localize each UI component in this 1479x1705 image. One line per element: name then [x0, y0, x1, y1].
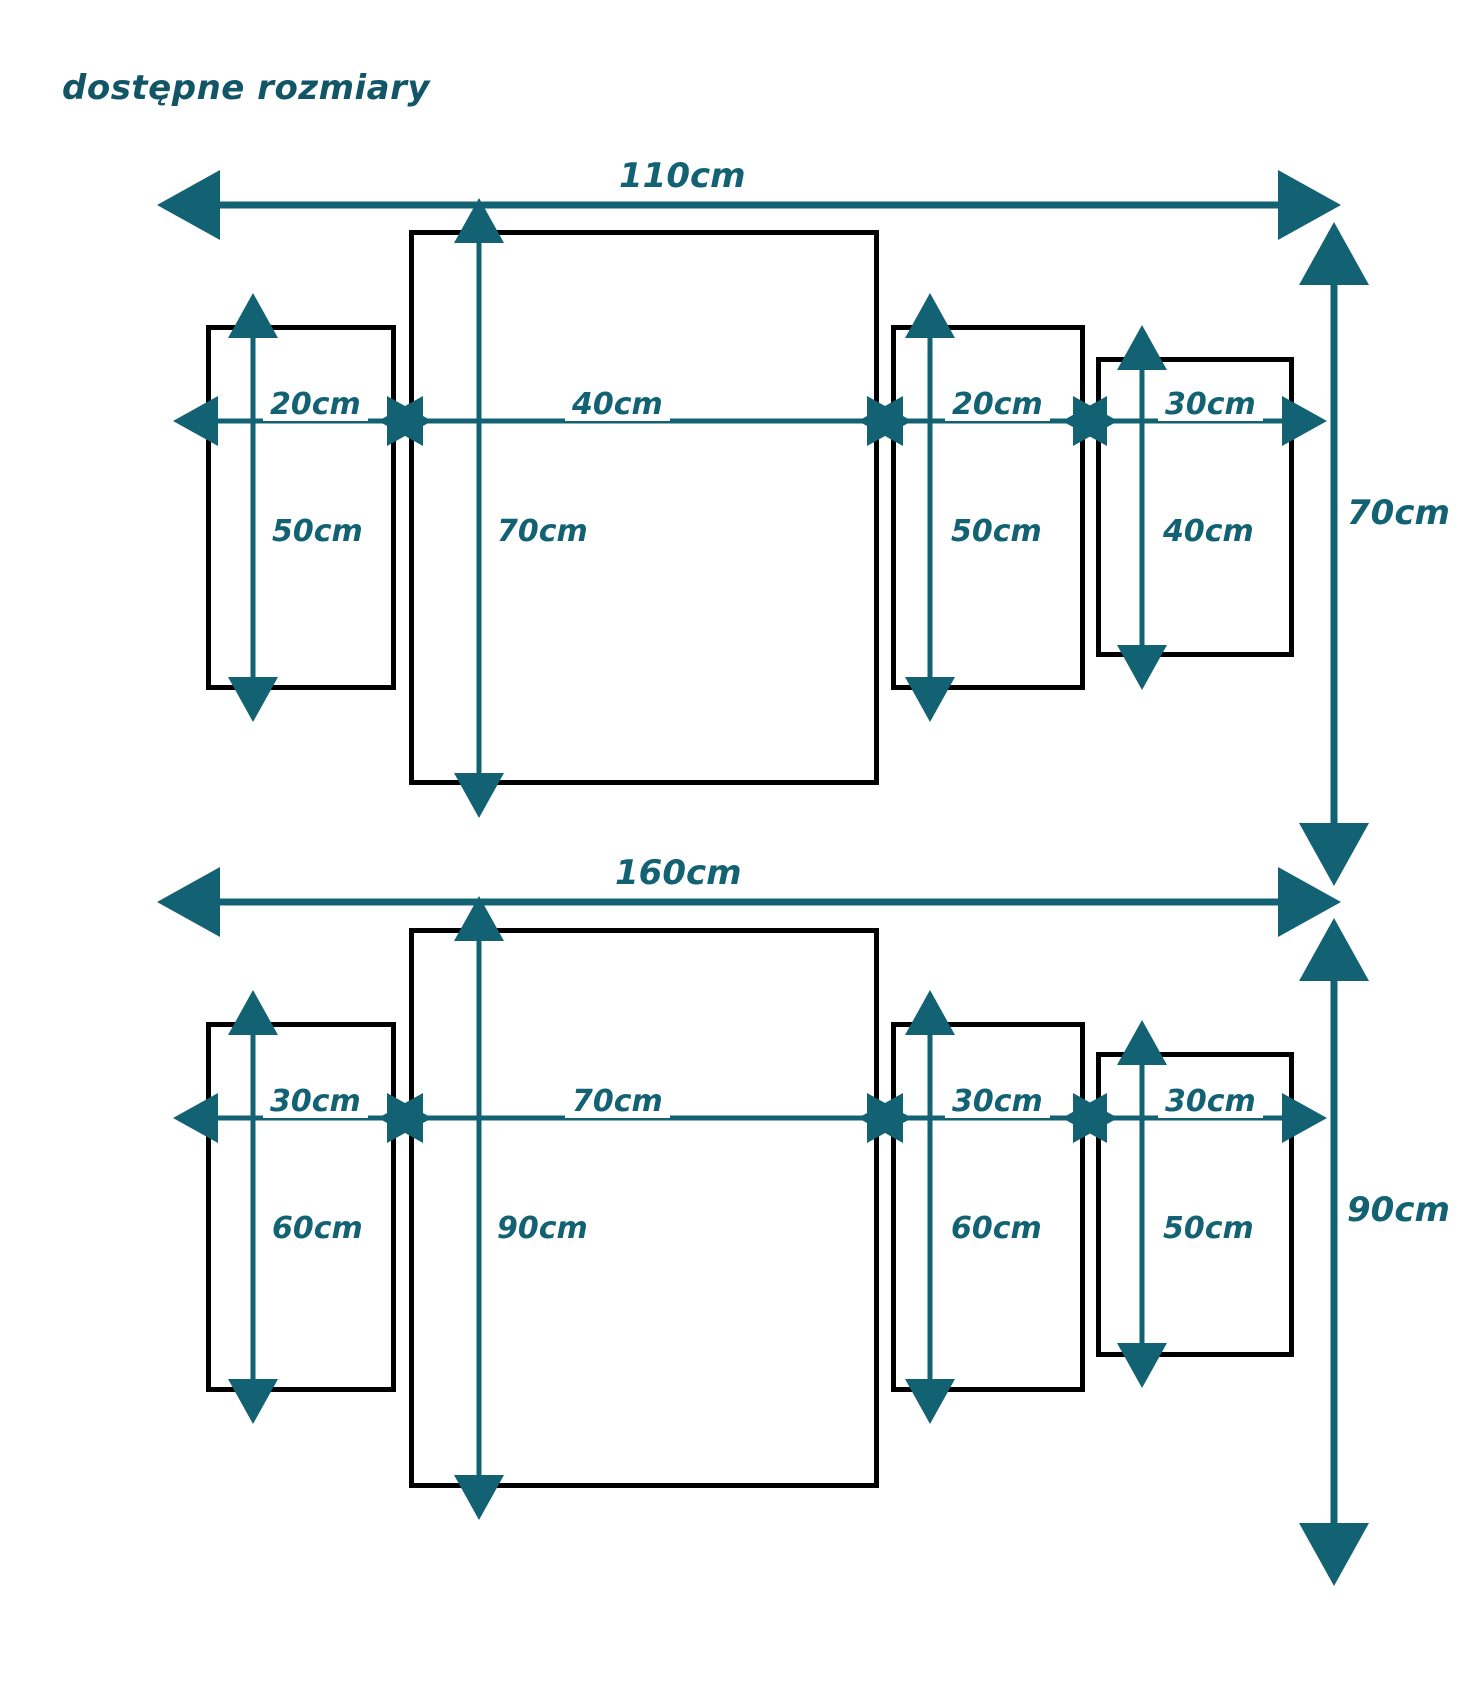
set1-p3-width-label: 20cm	[945, 388, 1050, 421]
set2-dimension-arrows	[0, 830, 1479, 1550]
set2-p2-height-label: 90cm	[490, 1212, 595, 1245]
set1-total-height-label: 70cm	[1340, 495, 1457, 532]
set2-p3-height-label: 60cm	[944, 1212, 1049, 1245]
set2-total-width-label: 160cm	[608, 855, 749, 892]
size-set-1	[0, 130, 1479, 830]
set2-p3-width-label: 30cm	[945, 1085, 1050, 1118]
set1-dimension-arrows	[0, 130, 1479, 830]
set2-p2-width-label: 70cm	[565, 1085, 670, 1118]
set1-p2-height-label: 70cm	[490, 515, 595, 548]
set1-p4-width-label: 30cm	[1158, 388, 1263, 421]
set1-total-width-label: 110cm	[612, 158, 753, 195]
set2-p4-width-label: 30cm	[1158, 1085, 1263, 1118]
set2-p1-width-label: 30cm	[263, 1085, 368, 1118]
set1-p4-height-label: 40cm	[1156, 515, 1261, 548]
size-set-2	[0, 830, 1479, 1550]
set1-p1-width-label: 20cm	[263, 388, 368, 421]
set2-p1-height-label: 60cm	[265, 1212, 370, 1245]
set1-p1-height-label: 50cm	[265, 515, 370, 548]
set2-p4-height-label: 50cm	[1156, 1212, 1261, 1245]
page-title: dostępne rozmiary	[62, 68, 431, 108]
set1-p2-width-label: 40cm	[565, 388, 670, 421]
set2-total-height-label: 90cm	[1340, 1192, 1457, 1229]
set1-p3-height-label: 50cm	[944, 515, 1049, 548]
